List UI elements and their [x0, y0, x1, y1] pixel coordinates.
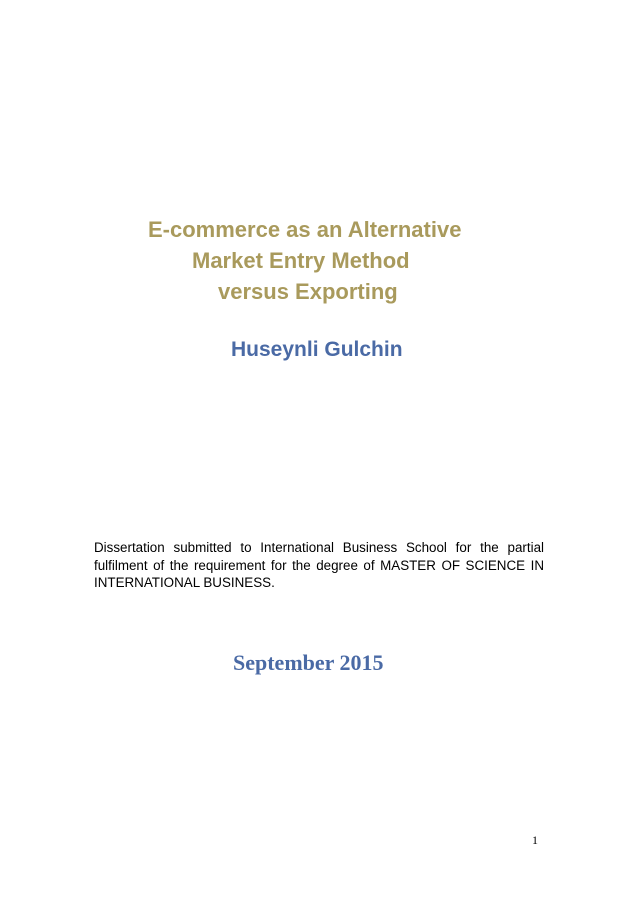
page-number: 1 — [532, 833, 538, 847]
title-line-1: E-commerce as an Alternative — [148, 217, 462, 242]
submission-date: September 2015 — [233, 650, 384, 675]
dissertation-statement: Dissertation submitted to International Business School for the partial fulfilment of the requirement for the degree of MASTER OF SCIENCE IN INTERNATIONAL BUSINESS. — [94, 540, 544, 590]
author-name: Huseynli Gulchin — [231, 338, 403, 361]
title-line-2: Market Entry Method — [192, 248, 410, 273]
title-line-3: versus Exporting — [218, 279, 398, 304]
